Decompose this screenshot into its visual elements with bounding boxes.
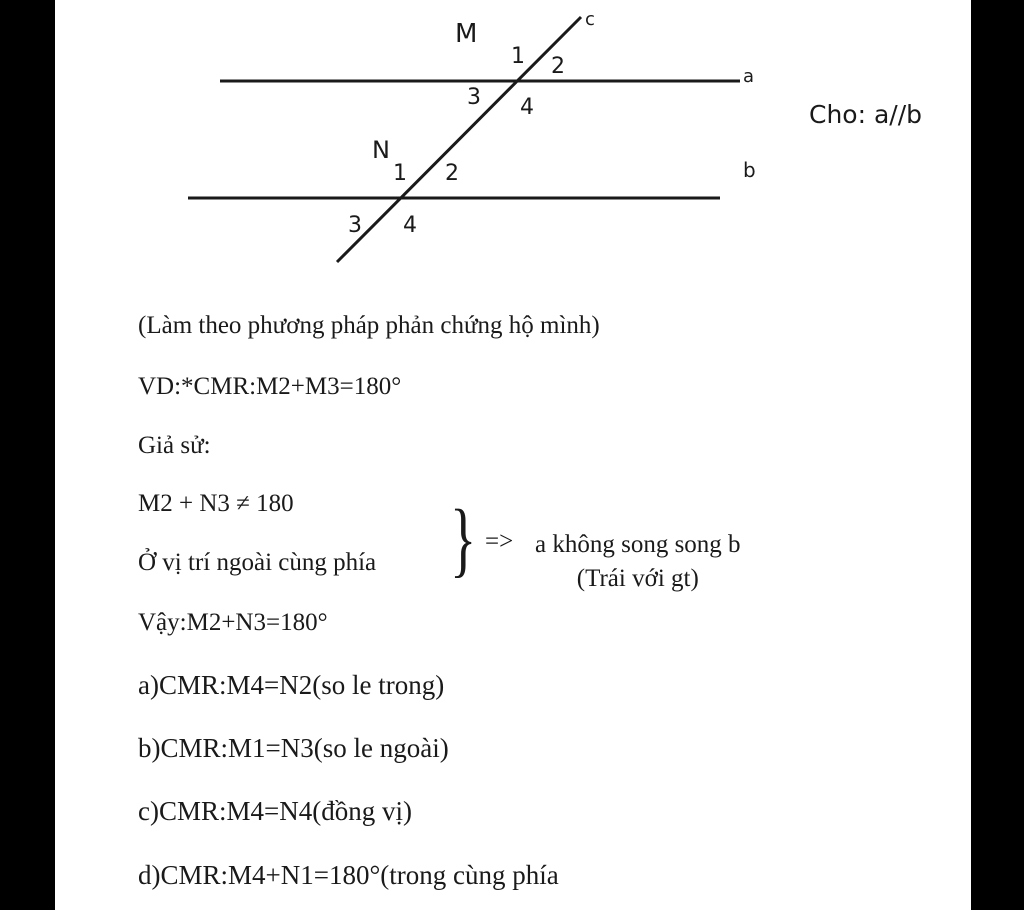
- label-line-a: a: [743, 66, 755, 87]
- angle-n2: 2: [445, 161, 459, 186]
- conclusion-line-1: a không song song b: [535, 531, 741, 558]
- assumption-2: Ở vị trí ngoài cùng phía: [138, 549, 377, 576]
- note-text: (Làm theo phương pháp phản chứng hộ mình): [138, 312, 600, 339]
- angle-m1: 1: [511, 44, 525, 69]
- label-line-b: b: [743, 158, 756, 182]
- assumption-1: M2 + N3 ≠ 180: [138, 490, 294, 517]
- task-b: b)CMR:M1=N3(so le ngoài): [138, 733, 449, 763]
- task-c: c)CMR:M4=N4(đồng vị): [138, 796, 412, 826]
- angle-n1: 1: [393, 161, 407, 186]
- angle-m4: 4: [520, 95, 534, 120]
- implies-arrow: =>: [485, 528, 514, 555]
- therefore-statement: Vậy:M2+N3=180°: [138, 609, 328, 636]
- label-point-n: N: [372, 136, 390, 164]
- angle-n3: 3: [348, 213, 362, 238]
- angle-n4: 4: [403, 213, 417, 238]
- document-page: [55, 0, 971, 910]
- angle-m2: 2: [551, 54, 565, 79]
- task-a: a)CMR:M4=N2(so le trong): [138, 670, 445, 700]
- conclusion: [535, 528, 741, 596]
- angle-m3: 3: [467, 85, 481, 110]
- parallel-lines-diagram: [55, 0, 971, 290]
- example-statement: VD:*CMR:M2+M3=180°: [138, 373, 402, 400]
- label-point-m: M: [455, 19, 478, 49]
- curly-brace: }: [450, 493, 477, 586]
- task-d: d)CMR:M4+N1=180°(trong cùng phía: [138, 860, 559, 890]
- suppose-label: Giả sử:: [138, 432, 211, 459]
- label-line-c: c: [585, 9, 595, 30]
- given-statement: Cho: a//b: [809, 100, 923, 129]
- conclusion-line-2: (Trái với gt): [576, 565, 699, 592]
